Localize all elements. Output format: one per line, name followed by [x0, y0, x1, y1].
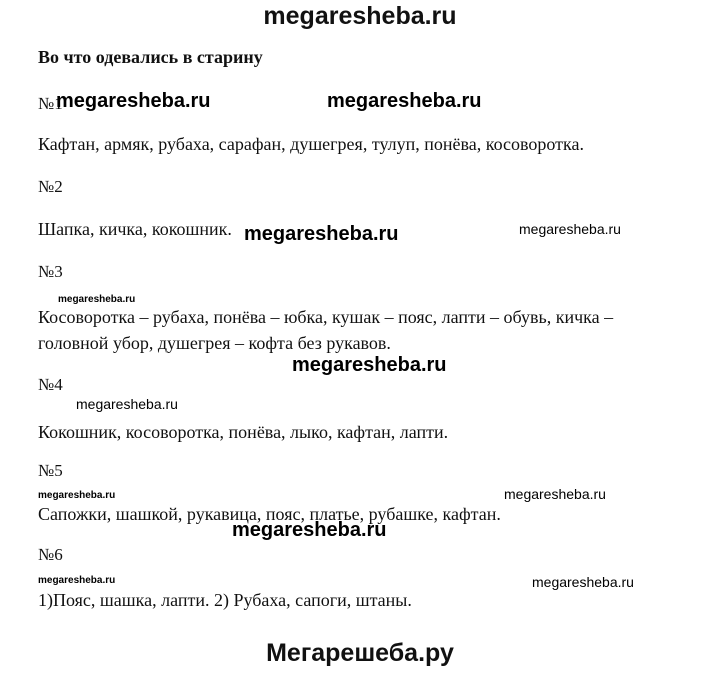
watermark: megaresheba.ru [327, 90, 482, 112]
section-number-3: №3 [38, 262, 63, 281]
section-number-4: №4 [38, 375, 63, 394]
watermark: megaresheba.ru [244, 223, 399, 245]
watermark: megaresheba.ru [76, 396, 178, 412]
watermark: megaresheba.ru [58, 294, 136, 305]
watermark-header: megaresheba.ru [263, 2, 457, 30]
section-text-3-line2: головной убор, душегрея – кофта без рукавов. [38, 333, 391, 353]
section-text-1: Кафтан, армяк, рубаха, сарафан, душегрея, тулуп, понёва, косоворотка. [38, 134, 585, 154]
section-text-4: Кокошник, косоворотка, понёва, лыко, кафтан, лапти. [38, 422, 449, 442]
page-title: Во что одевались в старину [38, 47, 263, 67]
section-text-6: 1)Пояс, шашка, лапти. 2) Рубаха, сапоги, штаны. [38, 590, 412, 610]
section-text-3: Косоворотка – рубаха, понёва – юбка, кушак – пояс, лапти – обувь, кичка – [38, 307, 614, 327]
watermark-footer: Мегарешеба.ру [266, 639, 454, 667]
watermark: megaresheba.ru [292, 354, 447, 376]
section-text-2: Шапка, кичка, кокошник. [38, 219, 232, 239]
watermark: megaresheba.ru [232, 519, 387, 541]
section-number-5: №5 [38, 461, 63, 480]
section-number-2: №2 [38, 177, 63, 196]
watermark: megaresheba.ru [56, 90, 211, 112]
watermark: megaresheba.ru [38, 490, 116, 501]
watermark: megaresheba.ru [38, 575, 116, 586]
watermark: megaresheba.ru [519, 221, 621, 237]
watermark: megaresheba.ru [504, 486, 606, 502]
section-text-5: Сапожки, шашкой, рукавица, пояс, платье, рубашке, кафтан. [38, 504, 501, 524]
watermark: megaresheba.ru [532, 574, 634, 590]
section-number-6: №6 [38, 545, 63, 564]
section-number-1: №1 [38, 94, 63, 113]
